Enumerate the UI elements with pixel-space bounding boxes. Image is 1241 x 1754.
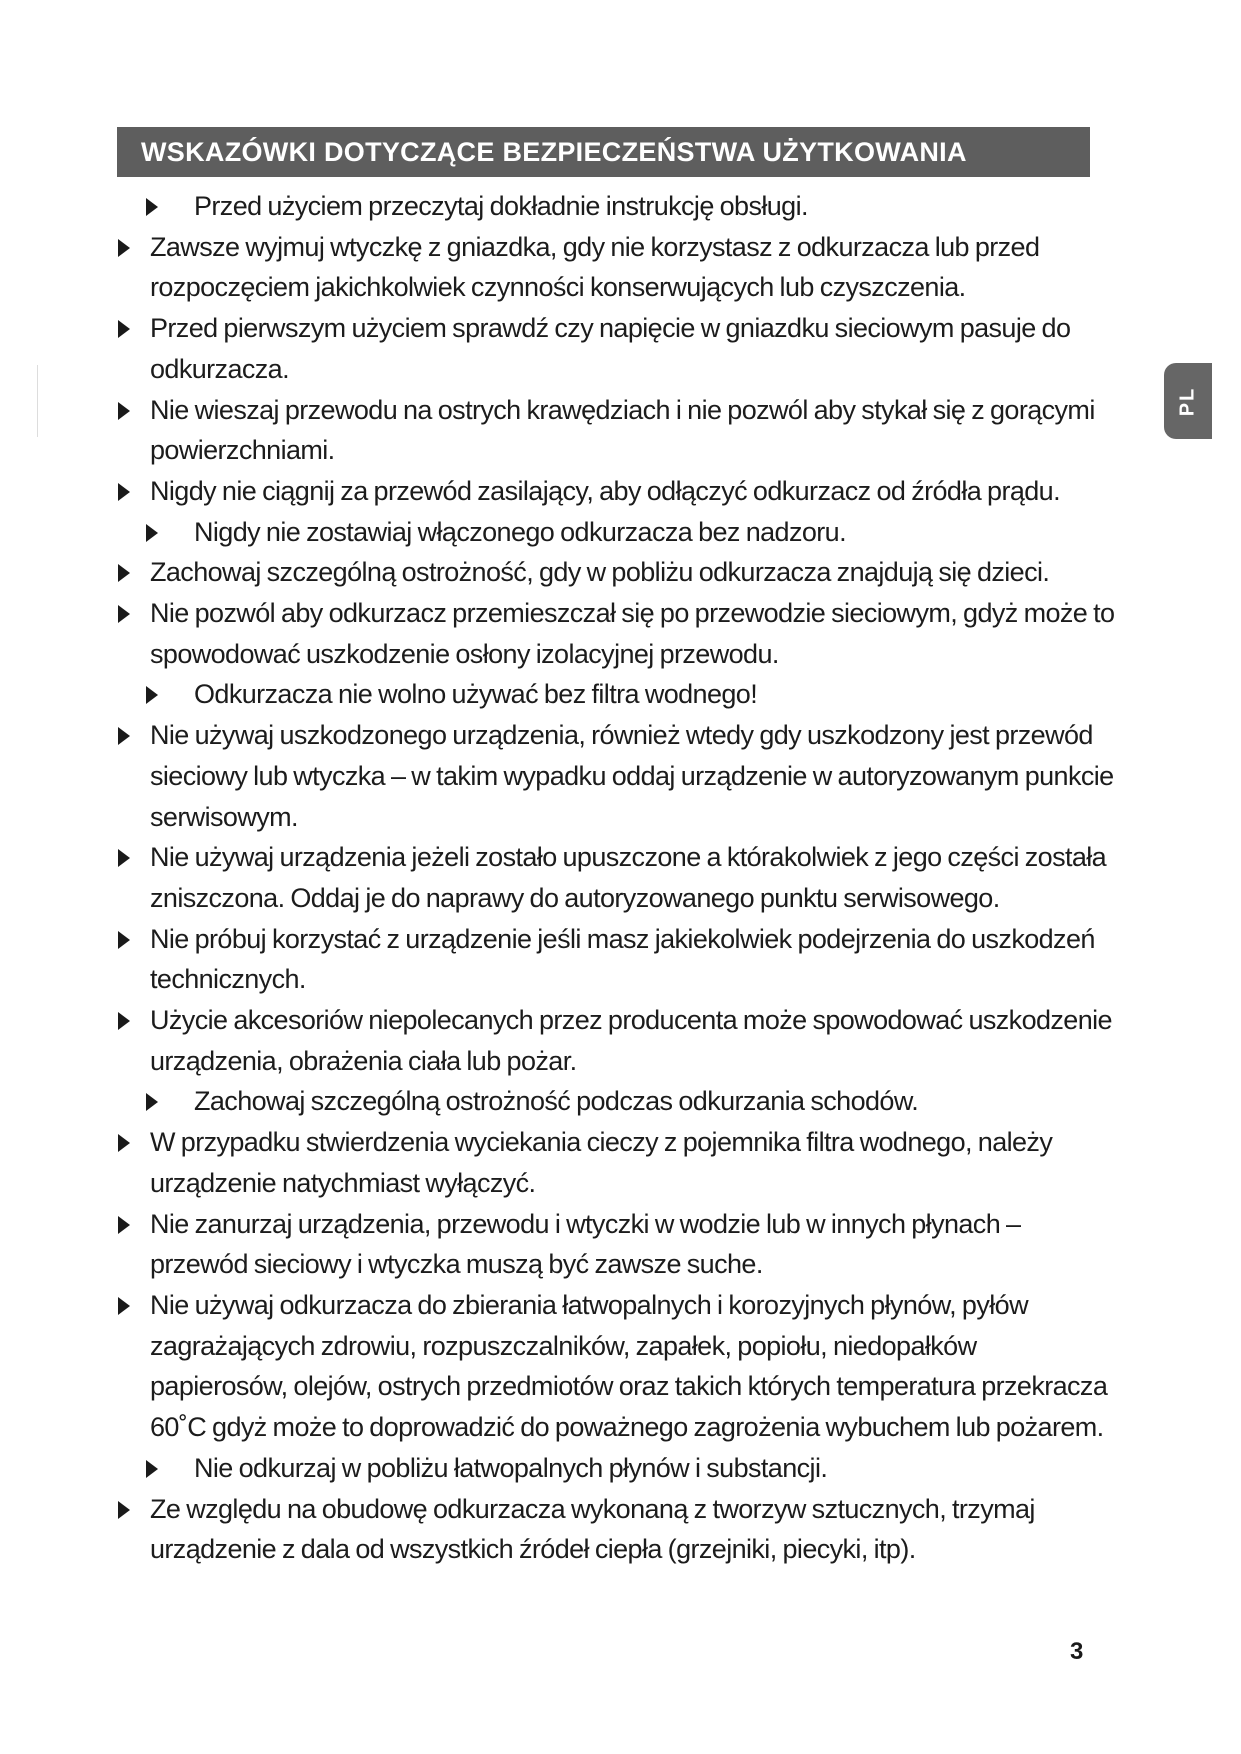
bullet-triangle-icon	[146, 1093, 158, 1111]
list-item	[118, 512, 1118, 553]
list-item	[118, 1448, 1118, 1489]
bullet-triangle-icon	[118, 1297, 130, 1315]
list-item-text: Nie odkurzaj w pobliżu łatwopalnych płynów i substancji.	[194, 1452, 828, 1483]
list-item-text: Nie używaj urządzenia jeżeli zostało upuszczone a którakolwiek z jego części została zniszczona. Oddaj je do naprawy do autoryzowanego punktu serwisowego.	[150, 842, 1107, 913]
list-item-text: Nie używaj uszkodzonego urządzenia, również wtedy gdy uszkodzony jest przewód sieciowy lub wtyczka – w takim wypadku oddaj urządzenie w autoryzowanym punkcie serwisowym.	[150, 720, 1114, 832]
bullet-triangle-icon	[118, 931, 130, 949]
bullet-triangle-icon	[118, 239, 130, 257]
list-item	[118, 919, 1118, 1000]
list-item	[118, 1122, 1118, 1203]
list-item	[118, 715, 1118, 837]
list-item-text: Zachowaj szczególną ostrożność podczas odkurzania schodów.	[194, 1086, 919, 1117]
list-item-text: Zawsze wyjmuj wtyczkę z gniazdka, gdy nie korzystasz z odkurzacza lub przed rozpoczęciem jakichkolwiek czynności konserwujących lub czyszczenia.	[150, 231, 1040, 303]
list-item-text: Nie wieszaj przewodu na ostrych krawędziach i nie pozwól aby stykał się z gorącymi powierzchniami.	[150, 394, 1095, 466]
bullet-triangle-icon	[118, 402, 130, 420]
bullet-triangle-icon	[118, 727, 130, 745]
bullet-triangle-icon	[118, 605, 130, 623]
list-item	[118, 227, 1118, 308]
list-item-text: Nie pozwól aby odkurzacz przemieszczał się po przewodzie sieciowym, gdyż może to spowodować uszkodzenie osłony izolacyjnej przewodu.	[150, 598, 1115, 669]
bullet-triangle-icon	[118, 1012, 130, 1030]
list-item	[118, 1000, 1118, 1081]
bullet-triangle-icon	[146, 524, 158, 542]
language-tab-label: PL	[1176, 386, 1199, 416]
list-item-text: Nigdy nie ciągnij za przewód zasilający, aby odłączyć odkurzacz od źródła prądu.	[150, 475, 1060, 506]
list-item-text: W przypadku stwierdzenia wyciekania cieczy z pojemnika filtra wodnego, należy urządzenie natychmiast wyłączyć.	[150, 1127, 1053, 1198]
bullet-triangle-icon	[118, 483, 130, 501]
list-item	[118, 674, 1118, 715]
list-item	[118, 837, 1118, 918]
bullet-triangle-icon	[118, 849, 130, 867]
list-item-text: Nie używaj odkurzacza do zbierania łatwopalnych i korozyjnych płynów, pyłów zagrażających zdrowiu, rozpuszczalników, zapałek, popiołu, niedopałków papierosów, olejów, ostrych przedmiotów oraz takich których temperatura przekracza 60˚C gdyż może to doprowadzić do poważnego zagrożenia wybuchem lub pożarem.	[150, 1289, 1108, 1443]
list-item	[118, 593, 1118, 674]
bullet-triangle-icon	[118, 320, 130, 338]
list-item	[118, 308, 1118, 389]
bullet-triangle-icon	[118, 564, 130, 582]
list-item	[118, 552, 1118, 593]
bullet-triangle-icon	[146, 198, 158, 216]
bullet-triangle-icon	[118, 1501, 130, 1519]
margin-mark	[37, 365, 38, 437]
page-number: 3	[1070, 1638, 1084, 1665]
list-item-text: Przed pierwszym użyciem sprawdź czy napięcie w gniazdku sieciowym pasuje do odkurzacza.	[150, 313, 1071, 384]
list-item-text: Użycie akcesoriów niepolecanych przez producenta może spowodować uszkodzenie urządzenia, obrażenia ciała lub pożar.	[150, 1005, 1112, 1076]
list-item	[118, 390, 1118, 471]
list-item-text: Zachowaj szczególną ostrożność, gdy w pobliżu odkurzacza znajdują się dzieci.	[150, 557, 1050, 588]
section-header	[117, 127, 1090, 177]
safety-instructions-list	[118, 186, 1118, 1570]
bullet-triangle-icon	[146, 686, 158, 704]
list-item	[118, 471, 1118, 512]
list-item-text: Nie zanurzaj urządzenia, przewodu i wtyczki w wodzie lub w innych płynach – przewód sieciowy i wtyczka muszą być zawsze suche.	[150, 1208, 1021, 1280]
bullet-triangle-icon	[118, 1216, 130, 1234]
bullet-triangle-icon	[118, 1134, 130, 1152]
list-item	[118, 186, 1118, 227]
list-item	[118, 1204, 1118, 1285]
list-item-text: Nigdy nie zostawiaj włączonego odkurzacza bez nadzoru.	[194, 516, 846, 547]
language-tab	[1164, 363, 1212, 439]
bullet-triangle-icon	[146, 1460, 158, 1478]
list-item	[118, 1489, 1118, 1570]
list-item	[118, 1081, 1118, 1122]
list-item-text: Przed użyciem przeczytaj dokładnie instrukcję obsługi.	[194, 191, 808, 221]
list-item	[118, 1285, 1118, 1448]
list-item-text: Ze względu na obudowę odkurzacza wykonaną z tworzyw sztucznych, trzymaj urządzenie z dala od wszystkich źródeł ciepła (grzejniki, piecyki, itp).	[150, 1493, 1035, 1565]
list-item-text: Odkurzacza nie wolno używać bez filtra wodnego!	[194, 679, 758, 710]
section-title: WSKAZÓWKI DOTYCZĄCE BEZPIECZEŃSTWA UŻYTKOWANIA	[141, 136, 967, 167]
list-item-text: Nie próbuj korzystać z urządzenie jeśli masz jakiekolwiek podejrzenia do uszkodzeń technicznych.	[150, 923, 1095, 995]
